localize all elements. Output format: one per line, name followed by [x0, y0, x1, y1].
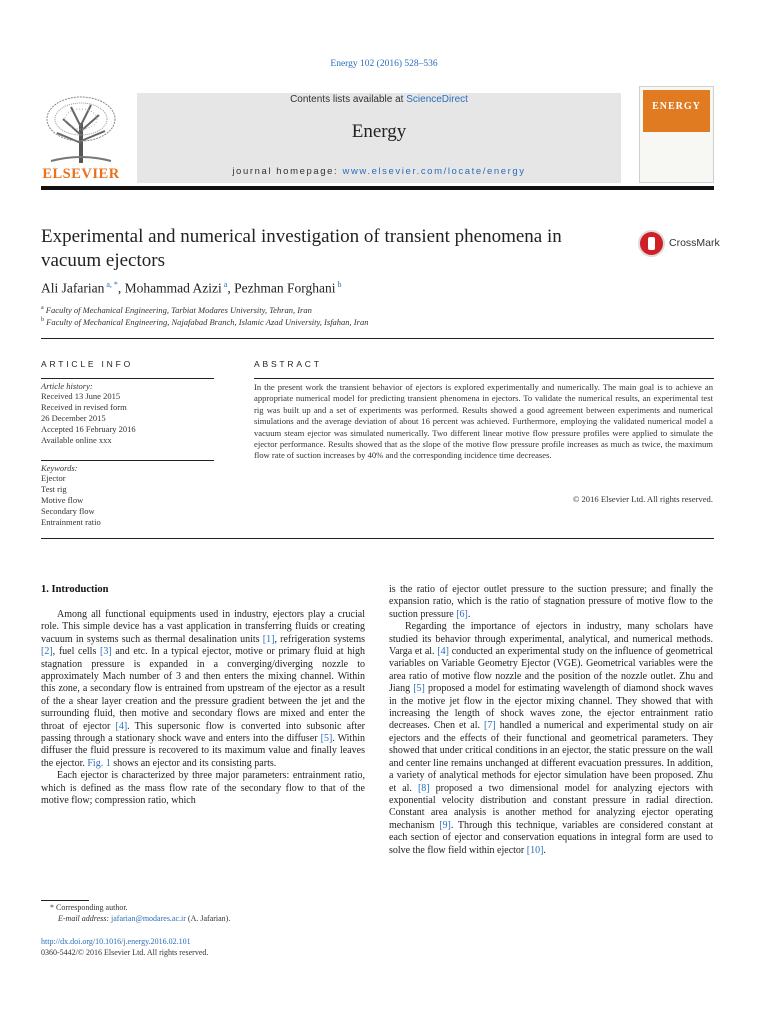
body-paragraph: Regarding the importance of ejectors in industry, many scholars have studied its behavior through experimental, analytical, and numerical methods. Varga et al. [4] conducted an experimental study on the influence of geometrical variables on Variable Geometry Ejector (VGE). Geometrical variables were the area ratio of motive flow nozzle and the position of the nozzle outlet. Zhu and Jiang [5] proposed a model for estimating wavelength of diamond shock waves in the motive jet flow in the ejector mixing channel. They showed that with increasing the length of shock waves zone, the ejector entrainment ratio decreases. Chen et al. [7] handled a numerical and experimental study on air ejectors and the effects of their functional and geometrical parameters. They showed that under critical conditions in an ejector, the static pressure on the wall and center line remains unchanged at different evacuation pressures. In addition, a variety of analytical methods for ejector simulation have been proposed. Zhu et al. [8] proposed a two dimensional model for analyzing ejectors with exponential velocity distribution and constant pressure in radial direction. Constant area analysis is another method for analyzing ejector operating mechanism [9]. Through this technique, variables are considered constant at each section of ejector and conservation equations in integral form are used to solve the flow field within ejector [10].	[389, 621, 714, 856]
citation-link[interactable]: [8]	[417, 782, 430, 794]
author-affiliation-mark[interactable]: a, *	[104, 280, 118, 289]
history-line: Accepted 16 February 2016	[41, 424, 136, 434]
keywords-block	[41, 463, 214, 528]
keyword: Entrainment ratio	[41, 517, 101, 527]
affiliation-mark: a	[41, 305, 44, 312]
contents-prefix: Contents lists available at	[290, 94, 407, 105]
history-line: Available online xxx	[41, 435, 112, 445]
author-list: Ali Jafarian $^{a, *}$, Mohammad Azizi $^a$, Pezhman Forghani $^b$	[41, 280, 342, 296]
header-divider	[41, 186, 714, 190]
journal-header	[137, 93, 621, 183]
corresponding-footnote	[50, 903, 230, 924]
keywords-label: Keywords:	[41, 463, 78, 473]
journal-cover-thumbnail[interactable]	[639, 86, 714, 183]
citation-link[interactable]: [3]	[100, 646, 112, 658]
footnote-star: *	[50, 903, 54, 912]
affiliation-mark: b	[41, 317, 44, 324]
crossmark-icon	[638, 230, 665, 257]
author-name[interactable]: Mohammad Azizi	[124, 280, 222, 296]
introduction-heading: 1. Introduction	[41, 584, 109, 595]
citation-link[interactable]: [7]	[484, 720, 496, 732]
citation-link[interactable]: [2]	[41, 646, 53, 658]
corresponding-text: Corresponding author.	[56, 903, 128, 912]
citation-link[interactable]: [10]	[526, 844, 544, 856]
doi-block	[41, 937, 208, 958]
body-paragraph: Each ejector is characterized by three major parameters: entrainment ratio, which is defined as the mass flow rate of the secondary flow to that of the motive flow; compression ratio, which	[41, 770, 365, 807]
history-label: Article history:	[41, 381, 93, 391]
keywords-divider	[41, 460, 214, 461]
history-line: Received in revised form	[41, 402, 127, 412]
homepage-link[interactable]: www.elsevier.com/locate/energy	[342, 166, 526, 177]
citation-link[interactable]: [5]	[413, 683, 425, 695]
elsevier-tree-icon	[41, 93, 121, 165]
citation-link[interactable]: Fig. 1	[87, 757, 111, 769]
footnote-divider	[41, 900, 89, 901]
article-info-heading: ARTICLE INFO	[41, 359, 134, 369]
email-label: E-mail address:	[58, 913, 112, 923]
body-column-right	[389, 584, 713, 857]
article-history	[41, 381, 214, 446]
author-name[interactable]: Pezhman Forghani	[234, 280, 336, 296]
abstract-divider	[254, 378, 714, 379]
article-info-divider	[41, 378, 214, 379]
author-affiliation-mark[interactable]: a	[221, 280, 228, 289]
author-name[interactable]: Ali Jafarian	[41, 280, 105, 296]
body-paragraph: is the ratio of ejector outlet pressure to the suction pressure; and finally the expansion ratio, which is the ratio of stagnation pressure of motive flow to the suction pressure [6].	[389, 584, 713, 620]
keyword: Secondary flow	[41, 506, 95, 516]
contents-line	[137, 94, 621, 105]
elsevier-logo[interactable]	[41, 93, 121, 183]
citation-link[interactable]: [1]	[262, 633, 275, 645]
issn-line: 0360-5442/© 2016 Elsevier Ltd. All rights reserved.	[41, 947, 209, 957]
keyword: Motive flow	[41, 495, 84, 505]
journal-citation[interactable]: Energy 102 (2016) 528–536	[330, 59, 438, 69]
title-divider	[41, 338, 714, 339]
citation-link[interactable]: [9]	[439, 819, 451, 831]
publisher-wordmark: ELSEVIER	[42, 166, 120, 182]
keyword: Test rig	[41, 484, 67, 494]
crossmark-label: CrossMark	[669, 237, 720, 249]
citation-link[interactable]: [5]	[320, 733, 333, 745]
history-line: 26 December 2015	[41, 413, 106, 423]
sciencedirect-link[interactable]: ScienceDirect	[406, 94, 468, 105]
affiliation-text: Faculty of Mechanical Engineering, Tarbiat Modares University, Tehran, Iran	[45, 305, 312, 315]
body-paragraph: Among all functional equipments used in industry, ejectors play a crucial role. This simple device has a vast application in transferring fluids or creating vacuum in systems such as thermal desalination units [1], refrigeration systems [2], fuel cells [3] and etc. In a typical ejector, motive or primary fluid at high stagnation pressure is expanded in a converging/diverging nozzle to approximately Mach number of 3 and then enters the mixing channel. Within this zone, a secondary flow is entrained from upstream of the ejector as a result of the a shear layer creation and the pressure gradient between the jet and the surrounding fluid, then motive and secondary flows are mixed and enter the throat of ejector [4]. This supersonic flow is converted into subsonic after passing through a stationary shock wave and enters into the diffuser [5]. Within diffuser the fluid pressure is recovered to its maximum value and finally leaves the ejector. Fig. 1 shows an ejector and its consisting parts.	[41, 609, 365, 769]
abstract-heading: ABSTRACT	[254, 359, 322, 369]
crossmark-button[interactable]	[638, 230, 718, 258]
homepage-prefix: journal homepage:	[232, 166, 343, 177]
email-link[interactable]: jafarian@modares.ac.ir	[111, 913, 186, 923]
doi-link[interactable]: http://dx.doi.org/10.1016/j.energy.2016.02.101	[41, 937, 191, 946]
citation-link[interactable]: [6]	[456, 608, 468, 620]
keyword: Ejector	[41, 473, 66, 483]
affiliation-text: Faculty of Mechanical Engineering, Najafabad Branch, Islamic Azad University, Isfahan, Iran	[46, 317, 369, 327]
history-line: Received 13 June 2015	[41, 391, 121, 401]
article-title: Experimental and numerical investigation of transient phenomena in vacuum ejectors	[41, 226, 562, 271]
email-suffix: (A. Jafarian).	[185, 913, 231, 923]
abstract-copyright: © 2016 Elsevier Ltd. All rights reserved.	[572, 494, 713, 504]
journal-name: Energy	[351, 121, 407, 142]
citation-link[interactable]: [4]	[437, 646, 449, 658]
citation-link[interactable]: [4]	[115, 720, 128, 732]
abstract-text: In the present work the transient behavior of ejectors is explored experimentally and numerically. The main goal is to achieve an appropriate numerical model for predicting transient phenomena in ejectors. To validate the numerical results, an experimental test rig was built up and a set of experiments was performed. Results showed a good agreement between experiments and numerical simulations and the average deviation of about 16 percent was achieved. Furthermore, employing the validated numerical model a vacuum steam ejector was simulated numerically. Two different linear motive flow pressure profiles were applied to simulate the ejector performance. Results showed that as the slope of the motive flow pressure profile increases as much as twice, the maximum flow rate of suction increases by 40% and the corresponding incidence time decreases.	[254, 382, 713, 461]
affiliation	[41, 305, 312, 315]
journal-homepage	[137, 166, 621, 177]
author-affiliation-mark[interactable]: b	[335, 280, 342, 289]
email-line	[50, 914, 230, 925]
abstract-end-divider	[41, 538, 714, 539]
corresponding-line	[50, 903, 230, 914]
cover-title: ENERGY	[652, 101, 701, 112]
affiliation	[41, 317, 368, 327]
body-column-left	[41, 609, 365, 808]
